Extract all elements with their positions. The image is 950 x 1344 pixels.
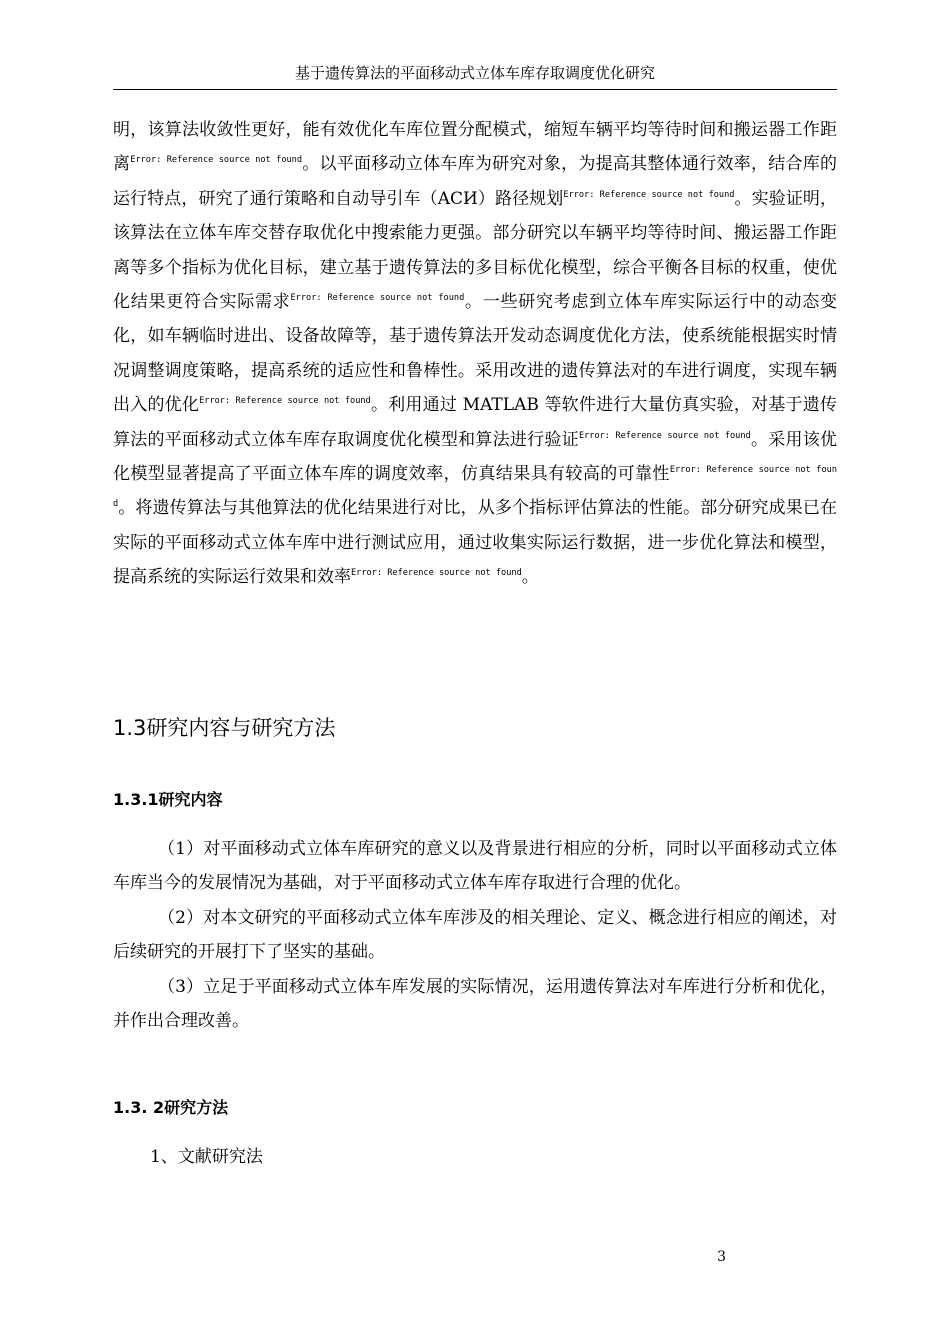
body-text — [113, 113, 837, 595]
text-segment: 。以平面移动立体车库为研究对象，为提高其整体通行效率，结合库的运行特点，研究了通行策略和自动导引车（ACИ）路径规划 — [113, 154, 837, 209]
text-segment: 。实验证明，该算法在立体车库交替存取优化中搜索能力更强。部分研究以车辆平均等待时间、搬运器工作距离等多个指标为优化目标，建立基于遗传算法的多目标优化模型，综合平衡各目标的权重，使优化结果更符合实际需求 — [113, 188, 838, 313]
header-rule — [113, 89, 837, 90]
list-item: 1、文献研究法 — [150, 1147, 263, 1167]
page-number: 3 — [717, 1249, 726, 1265]
text-segment: 。利用通过 MATLAB 等软件进行大量仿真实验，对基于遗传算法的平面移动式立体车库存取调度优化模型和算法进行验证 — [113, 395, 837, 450]
text-segment: 。 — [521, 567, 539, 588]
citation-error: Error: Reference source not found — [578, 430, 751, 441]
text-segment: 。采用该优化模型显著提高了平面立体车库的调度效率，仿真结果具有较高的可靠性 — [113, 429, 837, 485]
citation-error: Error: Reference source not found — [130, 155, 303, 166]
text-segment: 。一些研究考虑到立体车库实际运行中的动态变化，如车辆临时进出、设备故障等，基于遗传算法开发动态调度优化方法，使系统能根据实时情况调整调度策略，提高系统的适应性和鲁棒性。采用改进的遗传算法对的车进行调度，实现车辆出入的优化 — [113, 292, 837, 416]
list-item: （2）对本文研究的平面移动式立体车库涉及的相关理论、定义、概念进行相应的阐述，对后续研究的开展打下了坚实的基础。 — [113, 907, 837, 963]
list-item: （1）对平面移动式立体车库研究的意义以及背景进行相应的分析，同时以平面移动式立体车库当今的发展情况为基础，对于平面移动式立体车库存取进行合理的优化。 — [113, 839, 837, 894]
list-item: （3）立足于平面移动式立体车库发展的实际情况，运用遗传算法对车库进行分析和优化，并作出合理改善。 — [113, 976, 837, 1032]
text-segment: 。将遗传算法与其他算法的优化结果进行对比，从多个指标评估算法的性能。部分研究成果已在实际的平面移动式立体车库中进行测试应用，通过收集实际运行数据，进一步优化算法和模型，提高系统的实际运行效果和效率 — [113, 498, 837, 588]
literature-review-paragraph — [113, 113, 837, 595]
running-header: 基于遗传算法的平面移动式立体车库存取调度优化研究 — [294, 64, 655, 82]
citation-error: Error: Reference source not found — [563, 189, 735, 200]
citation-error: Error: Reference source not found — [351, 568, 522, 579]
text-segment: 明，该算法收敛性更好，能有效优化车库位置分配模式，缩短车辆平均等待时间和搬运器工作距离 — [113, 120, 837, 175]
subsection-heading-method: 1.3. 2研究方法 — [113, 1098, 229, 1117]
section-heading: 1.3研究内容与研究方法 — [113, 716, 336, 740]
citation-error: Error: Reference source not found — [113, 465, 837, 510]
research-content-list — [113, 832, 837, 1038]
citation-error: Error: Reference source not found — [290, 293, 465, 304]
citation-error: Error: Reference source not found — [199, 396, 371, 407]
subsection-heading-content: 1.3.1研究内容 — [113, 790, 223, 809]
